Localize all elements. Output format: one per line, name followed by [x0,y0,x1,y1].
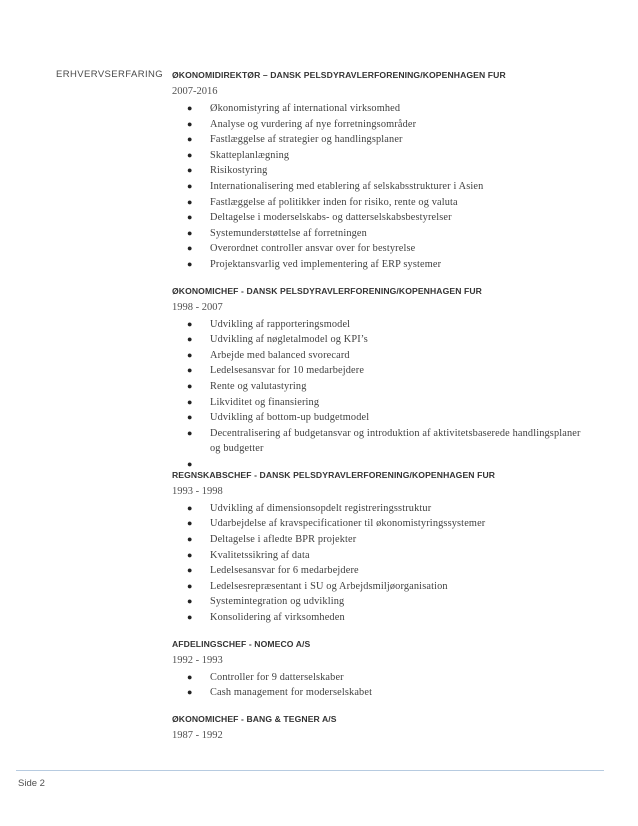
list-item [172,410,592,426]
bullet-text: Fastlæggelse af politikker inden for risiko, rente og valuta [210,196,458,208]
bullet-text: Kvalitetssikring af data [210,549,310,561]
list-item [172,195,592,211]
bullet-dot-icon: ● [187,427,193,438]
job-entry [172,468,592,626]
list-item [172,117,592,133]
job-bullets [172,501,592,626]
bullet-text: Likviditet og finansiering [210,396,320,408]
bullet-dot-icon: ● [187,549,193,560]
bullet-dot-icon: ● [187,612,193,623]
bullet-text: Projektansvarlig ved implementering af ERP systemer [210,258,442,270]
job-years: 1992 - 1993 [172,654,223,666]
job-entry [172,284,592,469]
bullet-dot-icon: ● [187,212,193,223]
bullet-text: Ledelsesansvar for 6 medarbejdere [210,565,359,577]
footer-divider [16,770,604,771]
list-item [172,501,592,517]
job-bullets [172,670,592,701]
bullet-text: Deltagelse i afledte BPR projekter [210,534,357,546]
job-bullets [172,101,592,273]
bullet-dot-icon: ● [187,134,193,145]
job-years: 1987 - 1992 [172,729,223,741]
job-bullets [172,317,592,469]
job-entry [172,712,592,745]
bullet-dot-icon: ● [187,243,193,254]
list-item [172,685,592,701]
list-item [172,132,592,148]
bullet-text: Udvikling af nøgletalmodel og KPI’s [210,334,368,346]
bullet-text: Rente og valutastyring [210,380,307,392]
bullet-text: Cash management for moderselskabet [210,687,373,699]
bullet-dot-icon: ● [187,349,193,360]
job-years: 1998 - 2007 [172,301,223,313]
list-item [172,379,592,395]
bullet-dot-icon: ● [187,565,193,576]
bullet-dot-icon: ● [187,518,193,529]
bullet-text: Ledelsesansvar for 10 medarbejdere [210,365,365,377]
bullet-dot-icon: ● [187,580,193,591]
bullet-text: Ledelsesrepræsentant i SU og Arbejdsmiljøorganisation [210,580,448,592]
list-item [172,426,592,457]
bullet-text: Controller for 9 datterselskaber [210,671,344,683]
list-item [172,594,592,610]
list-item [172,563,592,579]
list-item [172,516,592,532]
bullet-text: Udvikling af bottom-up budgetmodel [210,412,370,424]
section-label: ERHVERVSERFARING [56,69,164,80]
list-item [172,257,592,273]
bullet-text: Udvikling af dimensionsopdelt registreringsstruktur [210,502,432,514]
list-item [172,210,592,226]
bullet-dot-icon: ● [187,687,193,698]
list-item [172,348,592,364]
bullet-dot-icon: ● [187,502,193,513]
bullet-text: Fastlæggelse af strategier og handlingsplaner [210,134,403,146]
job-title: AFDELINGSCHEF - NOMECO A/S [172,638,311,649]
bullet-dot-icon: ● [187,380,193,391]
job-title: ØKONOMIDIREKTØR – DANSK PELSDYRAVLERFORENING/KOPENHAGEN FUR [172,70,506,80]
bullet-text: Økonomistyring af international virksomhed [210,103,401,114]
bullet-dot-icon: ● [187,396,193,407]
list-item [172,610,592,626]
job-entry [172,68,592,273]
bullet-dot-icon: ● [187,671,193,682]
list-item [172,363,592,379]
bullet-text: Udarbejdelse af kravspecificationer til økonomistyringssystemer [210,518,486,530]
bullet-dot-icon: ● [187,534,193,545]
list-item [172,395,592,411]
job-years: 1993 - 1998 [172,485,223,497]
bullet-text: Systemintegration og udvikling [210,596,345,608]
bullet-dot-icon: ● [187,365,193,376]
experience-list [172,68,592,745]
bullet-text: Decentralisering af budgetansvar og introduktion af aktivitetsbaserede handlingsplaner og budgetter [210,427,581,455]
bullet-dot-icon: ● [187,258,193,269]
bullet-dot-icon: ● [187,165,193,176]
bullet-dot-icon: ● [187,334,193,345]
bullet-dot-icon: ● [187,412,193,423]
list-item [172,101,592,117]
bullet-text: Overordnet controller ansvar over for bestyrelse [210,243,416,255]
bullet-dot-icon: ● [187,118,193,129]
bullet-text: Udvikling af rapporteringsmodel [210,318,351,330]
bullet-text: Analyse og vurdering af nye forretningsområder [210,118,417,130]
bullet-dot-icon: ● [187,103,193,113]
job-title: ØKONOMICHEF - BANG & TEGNER A/S [172,713,337,724]
job-title: ØKONOMICHEF - DANSK PELSDYRAVLERFORENING/KOPENHAGEN FUR [172,285,482,296]
list-item [172,532,592,548]
list-item [172,179,592,195]
bullet-text: Systemunderstøttelse af forretningen [210,227,367,239]
list-item [172,226,592,242]
bullet-text: Arbejde med balanced svorecard [210,349,350,361]
page-number: Side 2 [18,778,45,789]
bullet-dot-icon: ● [187,196,193,207]
list-item [172,548,592,564]
job-entry [172,637,592,701]
bullet-dot-icon: ● [187,318,193,329]
bullet-text: Risikostyring [210,165,268,177]
job-years: 2007-2016 [172,86,218,97]
bullet-dot-icon: ● [187,458,193,469]
bullet-text: Konsolidering af virksomheden [210,612,345,624]
bullet-dot-icon: ● [187,596,193,607]
list-item [172,332,592,348]
bullet-dot-icon: ● [187,227,193,238]
bullet-text: Skatteplanlægning [210,149,290,161]
list-item [172,317,592,333]
bullet-text: Deltagelse i moderselskabs- og datterselskabsbestyrelser [210,212,452,224]
list-item [172,148,592,164]
bullet-text: Internationalisering med etablering af selskabsstrukturer i Asien [210,180,484,192]
job-title: REGNSKABSCHEF - DANSK PELSDYRAVLERFORENING/KOPENHAGEN FUR [172,469,496,480]
list-item [172,241,592,257]
list-item [172,579,592,595]
list-item [172,163,592,179]
bullet-dot-icon: ● [187,149,193,160]
list-item [172,670,592,686]
bullet-dot-icon: ● [187,180,193,191]
